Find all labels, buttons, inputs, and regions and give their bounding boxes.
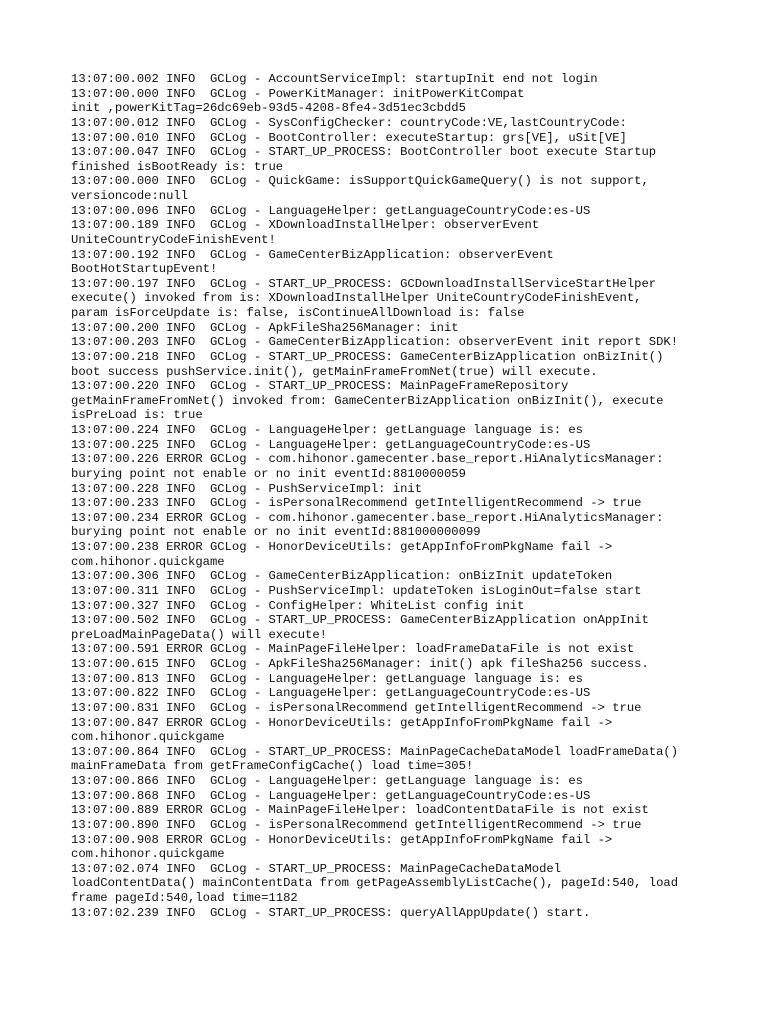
log-line: isPreLoad is: true <box>71 408 203 423</box>
log-line: 13:07:00.189 INFO GCLog - XDownloadInstallHelper: observerEvent <box>71 218 540 233</box>
log-line: 13:07:00.233 INFO GCLog - isPersonalRecommend getIntelligentRecommend -> true <box>71 496 642 511</box>
log-line: loadContentData() mainContentData from getPageAssemblyListCache(), pageId:540, load <box>71 876 679 891</box>
log-line: 13:07:02.239 INFO GCLog - START_UP_PROCESS: queryAllAppUpdate() start. <box>71 905 591 920</box>
log-line: 13:07:00.866 INFO GCLog - LanguageHelper: getLanguage language is: es <box>71 774 583 788</box>
log-line: 13:07:00.889 ERROR GCLog - MainPageFileHelper: loadContentDataFile is not exist <box>71 803 649 818</box>
log-line: com.hihonor.quickgame <box>71 730 225 745</box>
log-line: versioncode:null <box>71 189 189 203</box>
log-line: 13:07:00.864 INFO GCLog - START_UP_PROCESS: MainPageCacheDataModel loadFrameData() <box>71 744 679 759</box>
log-text-block <box>71 72 731 920</box>
log-line: 13:07:00.225 INFO GCLog - LanguageHelper: getLanguageCountryCode:es-US <box>71 437 591 452</box>
log-line: 13:07:00.096 INFO GCLog - LanguageHelper: getLanguageCountryCode:es-US <box>71 203 591 218</box>
log-line: boot success pushService.init(), getMainFrameFromNet(true) will execute. <box>71 364 598 379</box>
log-line: 13:07:00.847 ERROR GCLog - HonorDeviceUtils: getAppInfoFromPkgName fail -> <box>71 715 613 730</box>
log-line: 13:07:00.228 INFO GCLog - PushServiceImpl: init <box>71 481 423 496</box>
log-line: 13:07:00.220 INFO GCLog - START_UP_PROCESS: MainPageFrameRepository <box>71 379 569 394</box>
log-line: 13:07:00.002 INFO GCLog - AccountServiceImpl: startupInit end not login <box>71 72 598 86</box>
log-line: 13:07:00.311 INFO GCLog - PushServiceImpl: updateToken isLoginOut=false start <box>71 583 642 598</box>
log-line: 13:07:00.813 INFO GCLog - LanguageHelper: getLanguage language is: es <box>71 671 583 686</box>
log-line: 13:07:02.074 INFO GCLog - START_UP_PROCESS: MainPageCacheDataModel <box>71 861 562 876</box>
log-line: 13:07:00.615 INFO GCLog - ApkFileSha256Manager: init() apk fileSha256 success. <box>71 657 649 671</box>
log-line: 13:07:00.502 INFO GCLog - START_UP_PROCESS: GameCenterBizApplication onAppInit <box>71 613 649 628</box>
log-line: 13:07:00.012 INFO GCLog - SysConfigChecker: countryCode:VE,lastCountryCode: <box>71 115 627 130</box>
log-line: finished isBootReady is: true <box>71 159 284 174</box>
log-line: 13:07:00.890 INFO GCLog - isPersonalRecommend getIntelligentRecommend -> true <box>71 817 642 832</box>
log-line: 13:07:00.000 INFO GCLog - PowerKitManager: initPowerKitCompat <box>71 86 525 101</box>
log-line: 13:07:00.822 INFO GCLog - LanguageHelper: getLanguageCountryCode:es-US <box>71 686 591 701</box>
log-line: init ,powerKitTag=26dc69eb-93d5-4208-8fe4-3d51ec3cbdd5 <box>71 101 466 116</box>
log-line: burying point not enable or no init eventId:8810000059 <box>71 466 466 481</box>
log-line: 13:07:00.306 INFO GCLog - GameCenterBizApplication: onBizInit updateToken <box>71 569 613 584</box>
log-line: 13:07:00.226 ERROR GCLog - com.hihonor.gamecenter.base_report.HiAnalyticsManager: <box>71 452 664 467</box>
log-line: 13:07:00.224 INFO GCLog - LanguageHelper: getLanguage language is: es <box>71 423 583 437</box>
log-line: 13:07:00.238 ERROR GCLog - HonorDeviceUtils: getAppInfoFromPkgName fail -> <box>71 540 613 554</box>
log-line: 13:07:00.192 INFO GCLog - GameCenterBizApplication: observerEvent <box>71 247 554 262</box>
log-line: frame pageId:540,load time=1182 <box>71 891 298 905</box>
log-line: preLoadMainPageData() will execute! <box>71 627 327 642</box>
log-line: 13:07:00.868 INFO GCLog - LanguageHelper: getLanguageCountryCode:es-US <box>71 788 591 803</box>
log-line: 13:07:00.591 ERROR GCLog - MainPageFileHelper: loadFrameDataFile is not exist <box>71 642 635 657</box>
log-line: com.hihonor.quickgame <box>71 554 225 569</box>
log-line: 13:07:00.831 INFO GCLog - isPersonalRecommend getIntelligentRecommend -> true <box>71 700 642 715</box>
log-line: com.hihonor.quickgame <box>71 847 225 862</box>
log-line: BootHotStartupEvent! <box>71 262 218 277</box>
log-line: 13:07:00.047 INFO GCLog - START_UP_PROCESS: BootController boot execute Startup <box>71 145 657 160</box>
log-line: 13:07:00.327 INFO GCLog - ConfigHelper: WhiteList config init <box>71 598 525 613</box>
log-line: 13:07:00.218 INFO GCLog - START_UP_PROCESS: GameCenterBizApplication onBizInit() <box>71 349 664 364</box>
log-line: UniteCountryCodeFinishEvent! <box>71 232 276 247</box>
log-line: execute() invoked from is: XDownloadInstallHelper UniteCountryCodeFinishEvent, <box>71 291 642 306</box>
log-line: 13:07:00.010 INFO GCLog - BootController: executeStartup: grs[VE], uSit[VE] <box>71 130 627 145</box>
log-line: getMainFrameFromNet() invoked from: GameCenterBizApplication onBizInit(), execute <box>71 393 664 408</box>
log-line: 13:07:00.000 INFO GCLog - QuickGame: isSupportQuickGameQuery() is not support, <box>71 174 649 189</box>
log-line: 13:07:00.908 ERROR GCLog - HonorDeviceUtils: getAppInfoFromPkgName fail -> <box>71 832 613 847</box>
log-line: 13:07:00.234 ERROR GCLog - com.hihonor.gamecenter.base_report.HiAnalyticsManager: <box>71 510 664 525</box>
log-line: 13:07:00.203 INFO GCLog - GameCenterBizApplication: observerEvent init report SDK! <box>71 335 679 350</box>
log-line: mainFrameData from getFrameConfigCache() load time=305! <box>71 759 474 774</box>
log-line: burying point not enable or no init eventId:881000000099 <box>71 525 481 540</box>
log-line: 13:07:00.197 INFO GCLog - START_UP_PROCESS: GCDownloadInstallServiceStartHelper <box>71 276 657 291</box>
log-line: param isForceUpdate is: false, isContinueAllDownload is: false <box>71 306 525 320</box>
log-line: 13:07:00.200 INFO GCLog - ApkFileSha256Manager: init <box>71 320 459 335</box>
